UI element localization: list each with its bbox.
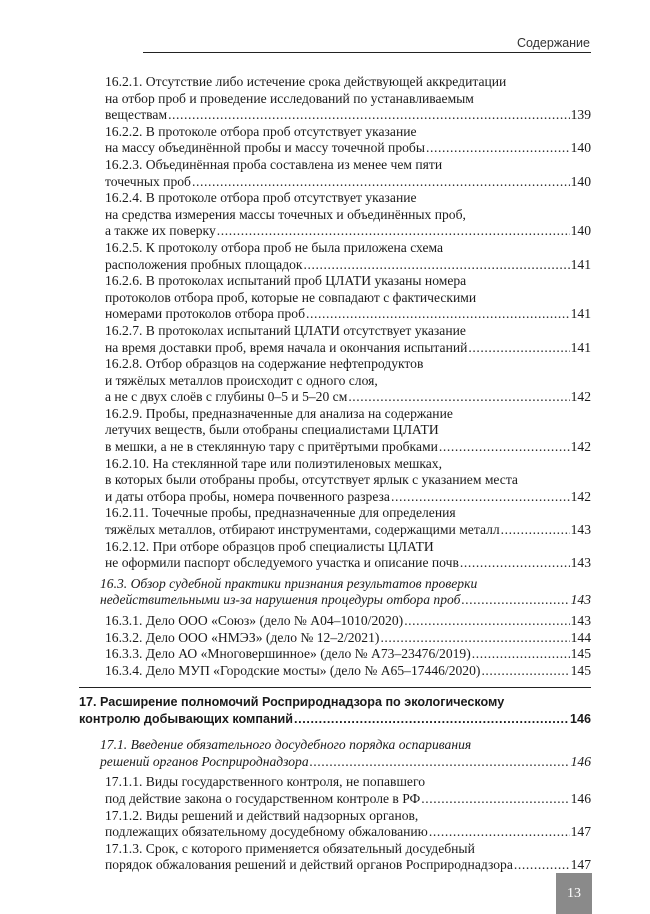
toc-subsection-entry[interactable] bbox=[105, 505, 591, 538]
toc-entry-text: 16.2.2. В протоколе отбора проб отсутствует указание bbox=[105, 123, 417, 139]
toc-subsection-entry[interactable] bbox=[105, 808, 591, 841]
toc-page-number: 142 bbox=[570, 439, 591, 455]
dot-leader bbox=[380, 630, 569, 647]
toc-section-entry[interactable] bbox=[100, 576, 591, 609]
toc-entry-text: 16.2.1. Отсутствие либо истечение срока действующей аккредитации bbox=[105, 74, 507, 89]
dot-leader bbox=[168, 107, 570, 124]
table-of-contents bbox=[0, 74, 650, 874]
toc-page-number: 140 bbox=[570, 140, 591, 156]
dot-leader bbox=[468, 340, 569, 357]
toc-page-number: 143 bbox=[570, 522, 591, 538]
toc-subsection-entry[interactable] bbox=[105, 124, 591, 157]
toc-entry-text: 16.2.7. В протоколах испытаний ЦЛАТИ отсутствует указание bbox=[105, 322, 466, 338]
dot-leader bbox=[460, 555, 570, 572]
toc-entry-text: 17.1.3. Срок, с которого применяется обязательный досудебный bbox=[105, 840, 475, 856]
toc-chapter-entry[interactable] bbox=[79, 694, 591, 727]
dot-leader bbox=[472, 646, 570, 663]
dot-leader bbox=[461, 592, 569, 609]
toc-subsection-entry[interactable] bbox=[105, 406, 591, 456]
toc-page-number: 147 bbox=[570, 857, 591, 873]
toc-page-number: 142 bbox=[570, 389, 591, 405]
toc-entry-text: 16.3. Обзор судебной практики признания результатов проверки bbox=[100, 575, 478, 591]
toc-page-number: 142 bbox=[570, 488, 591, 504]
toc-page-number: 143 bbox=[570, 555, 591, 571]
toc-page-number: 146 bbox=[570, 753, 591, 769]
toc-page-number: 141 bbox=[570, 306, 591, 322]
toc-entry-text: а не с двух слоёв с глубины 0–5 и 5–20 см bbox=[105, 389, 348, 405]
dot-leader bbox=[348, 389, 569, 406]
dot-leader bbox=[429, 824, 570, 841]
toc-subsection-entry[interactable] bbox=[105, 841, 591, 874]
toc-entry-text: в которых были отобраны пробы, отсутствует ярлык с указанием места bbox=[105, 472, 518, 488]
toc-section-entry[interactable] bbox=[100, 737, 591, 770]
toc-entry-text: 16.2.10. На стеклянной таре или полиэтиленовых мешках, bbox=[105, 455, 442, 471]
header-rule bbox=[143, 52, 591, 53]
toc-entry-text: и даты отбора пробы, номера почвенного разреза bbox=[105, 488, 390, 504]
toc-entry-text: 17.1.2. Виды решений и действий надзорных органов, bbox=[105, 807, 419, 823]
toc-entry-text: под действие закона о государственном контроле в РФ bbox=[105, 790, 421, 806]
toc-entry-text: 16.3.4. Дело МУП «Городские мосты» (дело № А65–17446/2020) bbox=[105, 662, 481, 678]
toc-page-number: 147 bbox=[570, 824, 591, 840]
toc-subsection-entry[interactable] bbox=[105, 74, 591, 124]
chapter-divider bbox=[79, 687, 591, 688]
dot-leader bbox=[481, 663, 569, 680]
toc-entry-text: не оформили паспорт обследуемого участка и описание почв bbox=[105, 555, 459, 571]
toc-page-number: 146 bbox=[570, 790, 591, 806]
toc-entry-text: 17.1.1. Виды государственного контроля, не попавшего bbox=[105, 774, 425, 790]
toc-entry-text: 16.2.5. К протоколу отбора проб не была приложена схема bbox=[105, 239, 444, 255]
dot-leader bbox=[304, 257, 570, 274]
toc-entry-text: подлежащих обязательному досудебному обжалованию bbox=[105, 824, 428, 840]
page-number: 13 bbox=[556, 873, 592, 914]
toc-entry-text: протоколов отбора проб, которые не совпадают с фактическими bbox=[105, 289, 477, 305]
toc-page-number: 145 bbox=[570, 662, 591, 678]
toc-page-number: 144 bbox=[570, 629, 591, 645]
toc-page-number: 140 bbox=[570, 223, 591, 239]
toc-entry-text: летучих веществ, были отобраны специалистами ЦЛАТИ bbox=[105, 422, 439, 438]
toc-page-number: 145 bbox=[570, 646, 591, 662]
toc-entry-text: а также их поверку bbox=[105, 223, 216, 239]
toc-page-number: 140 bbox=[570, 173, 591, 189]
dot-leader bbox=[501, 522, 570, 539]
toc-page-number: 143 bbox=[570, 592, 591, 608]
toc-entry-text: тяжёлых металлов, отбирают инструментами, содержащими металл bbox=[105, 522, 500, 538]
dot-leader bbox=[192, 174, 570, 191]
dot-leader bbox=[310, 754, 570, 771]
toc-entry-text: 16.2.3. Объединённая проба составлена из менее чем пяти bbox=[105, 156, 443, 172]
toc-entry-text: на отбор проб и проведение исследований по устанавливаемым bbox=[105, 90, 474, 106]
toc-subsection-entry[interactable] bbox=[105, 190, 591, 240]
toc-subsection-entry[interactable] bbox=[105, 356, 591, 406]
toc-page-number: 141 bbox=[570, 339, 591, 355]
toc-entry-text: 16.3.2. Дело ООО «НМЭЗ» (дело № 12–2/2021) bbox=[105, 629, 380, 645]
toc-entry-text: и тяжёлых металлов происходит с одного слоя, bbox=[105, 372, 378, 388]
toc-entry-text: решений органов Росприроднадзора bbox=[100, 753, 309, 769]
dot-leader bbox=[439, 439, 570, 456]
toc-entry-text: на время доставки проб, время начала и окончания испытаний bbox=[105, 339, 468, 355]
dot-leader bbox=[426, 140, 570, 157]
toc-subsection-entry[interactable] bbox=[105, 646, 591, 663]
toc-entry-text: номерами протоколов отбора проб bbox=[105, 306, 306, 322]
toc-page-number: 141 bbox=[570, 256, 591, 272]
dot-leader bbox=[421, 791, 569, 808]
toc-entry-text: 16.2.4. В протоколе отбора проб отсутствует указание bbox=[105, 190, 417, 206]
toc-entry-text: веществам bbox=[105, 107, 168, 123]
toc-subsection-entry[interactable] bbox=[105, 539, 591, 572]
dot-leader bbox=[514, 857, 570, 874]
toc-subsection-entry[interactable] bbox=[105, 663, 591, 680]
toc-subsection-entry[interactable] bbox=[105, 456, 591, 506]
toc-entry-text: 16.2.8. Отбор образцов на содержание нефтепродуктов bbox=[105, 356, 424, 372]
dot-leader bbox=[404, 613, 569, 630]
toc-entry-text: 17. Расширение полномочий Росприроднадзора по экологическому bbox=[79, 695, 505, 710]
dot-leader bbox=[294, 711, 569, 727]
toc-subsection-entry[interactable] bbox=[105, 273, 591, 323]
toc-entry-text: на массу объединённой пробы и массу точечной пробы bbox=[105, 140, 425, 156]
toc-entry-text: точечных проб bbox=[105, 173, 191, 189]
toc-subsection-entry[interactable] bbox=[105, 240, 591, 273]
toc-subsection-entry[interactable] bbox=[105, 323, 591, 356]
running-header-title: Содержание bbox=[516, 36, 590, 50]
toc-entry-text: 16.2.12. При отборе образцов проб специалисты ЦЛАТИ bbox=[105, 538, 434, 554]
dot-leader bbox=[391, 489, 570, 506]
toc-entry-text: порядок обжалования решений и действий органов Росприроднадзора bbox=[105, 857, 513, 873]
toc-entry-text: недействительными из-за нарушения процедуры отбора проб bbox=[100, 592, 461, 608]
dot-leader bbox=[306, 306, 570, 323]
toc-entry-text: на средства измерения массы точечных и объединённых проб, bbox=[105, 206, 466, 222]
toc-subsection-entry[interactable] bbox=[105, 774, 591, 807]
toc-entry-text: 16.3.3. Дело АО «Многовершинное» (дело № А73–23476/2019) bbox=[105, 646, 471, 662]
toc-entry-text: 16.3.1. Дело ООО «Союз» (дело № А04–1010/2020) bbox=[105, 613, 404, 628]
toc-subsection-entry[interactable] bbox=[105, 157, 591, 190]
toc-entry-text: 16.2.11. Точечные пробы, предназначенные для определения bbox=[105, 505, 456, 521]
toc-page-number: 146 bbox=[569, 711, 591, 726]
toc-entry-text: 17.1. Введение обязательного досудебного порядка оспаривания bbox=[100, 737, 472, 753]
toc-subsection-entry[interactable] bbox=[105, 613, 591, 630]
toc-page-number: 143 bbox=[570, 613, 591, 628]
toc-page-number: 139 bbox=[570, 107, 591, 123]
toc-entry-text: контролю добывающих компаний bbox=[79, 711, 294, 726]
toc-entry-text: расположения пробных площадок bbox=[105, 256, 303, 272]
toc-entry-text: 16.2.9. Пробы, предназначенные для анализа на содержание bbox=[105, 405, 453, 421]
toc-entry-text: 16.2.6. В протоколах испытаний проб ЦЛАТИ указаны номера bbox=[105, 273, 467, 289]
toc-subsection-entry[interactable] bbox=[105, 630, 591, 647]
toc-entry-text: в мешки, а не в стеклянную тару с притёртыми пробками bbox=[105, 439, 438, 455]
dot-leader bbox=[217, 223, 570, 240]
